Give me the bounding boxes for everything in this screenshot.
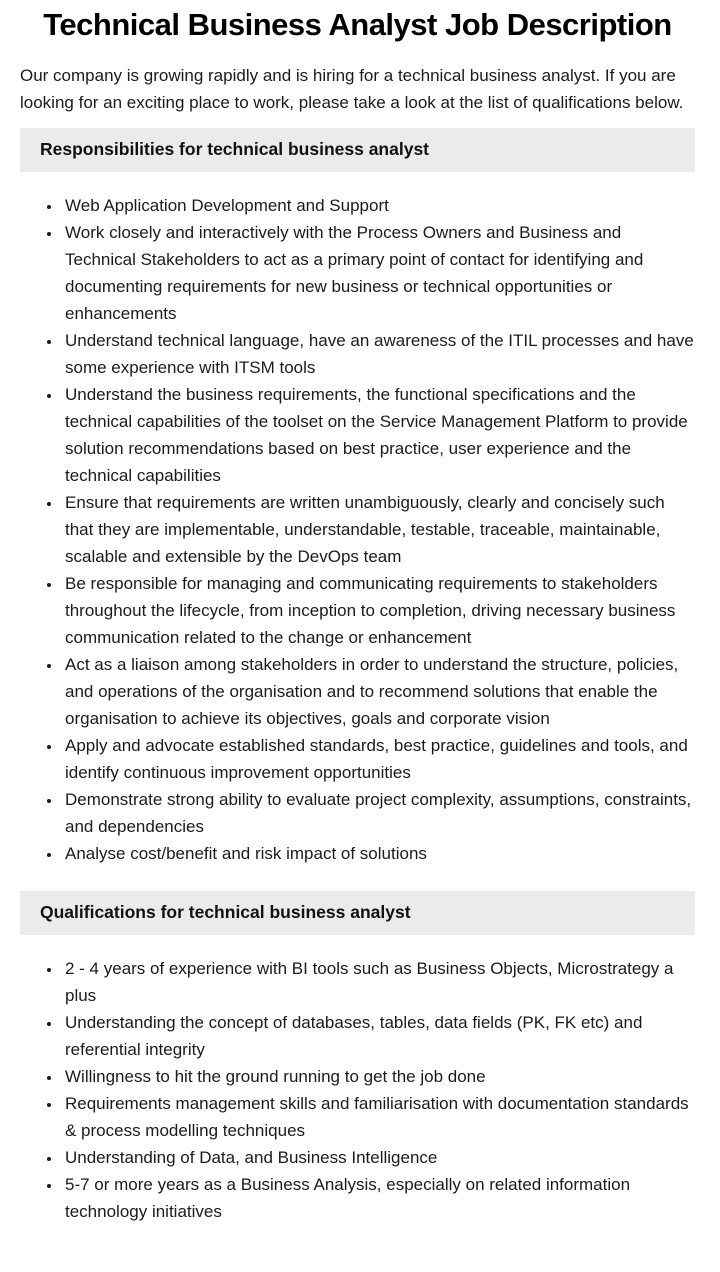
- section-bar-qualifications: [20, 891, 695, 935]
- list-item: • Willingness to hit the ground running to get the job done: [62, 1063, 695, 1090]
- page-title: Technical Business Analyst Job Description: [43, 7, 672, 42]
- list-item: • Requirements management skills and familiarisation with documentation standards & process modelling techniques: [62, 1090, 695, 1144]
- list-item: • Demonstrate strong ability to evaluate project complexity, assumptions, constraints, and dependencies: [62, 786, 695, 840]
- list-item: • Understand technical language, have an awareness of the ITIL processes and have some experience with ITSM tools: [62, 327, 695, 381]
- list-item: • Apply and advocate established standards, best practice, guidelines and tools, and identify continuous improvement opportunities: [62, 732, 695, 786]
- list-item: • Be responsible for managing and communicating requirements to stakeholders throughout the lifecycle, from inception to completion, driving necessary business communication related to the change or enhancement: [62, 570, 695, 651]
- list-item: • Act as a liaison among stakeholders in order to understand the structure, policies, and operations of the organisation and to recommend solutions that enable the organisation to achieve its objectives, goals and corporate vision: [62, 651, 695, 732]
- section-bar-responsibilities: [20, 128, 695, 172]
- list-item: • 2 - 4 years of experience with BI tools such as Business Objects, Microstrategy a plus: [62, 955, 695, 1009]
- list-item: • Understanding the concept of databases, tables, data fields (PK, FK etc) and referential integrity: [62, 1009, 695, 1063]
- list-item: • Understand the business requirements, the functional specifications and the technical capabilities of the toolset on the Service Management Platform to provide solution recommendations based on best practice, user experience and the technical capabilities: [62, 381, 695, 489]
- list-item: • Analyse cost/benefit and risk impact of solutions: [62, 840, 695, 867]
- list-item: • Work closely and interactively with the Process Owners and Business and Technical Stakeholders to act as a primary point of contact for identifying and documenting requirements for new business or technical opportunities or enhancements: [62, 219, 695, 327]
- list-item: • Web Application Development and Support: [62, 192, 695, 219]
- list-item: • Ensure that requirements are written unambiguously, clearly and concisely such that they are implementable, understandable, testable, traceable, maintainable, scalable and extensible by the DevOps team: [62, 489, 695, 570]
- intro-paragraph: Our company is growing rapidly and is hiring for a technical business analyst. If you are looking for an exciting place to work, please take a look at the list of qualifications below.: [20, 66, 684, 112]
- responsibilities-heading: Responsibilities for technical business analyst: [40, 139, 430, 159]
- list-item: • 5-7 or more years as a Business Analysis, especially on related information technology initiatives: [62, 1171, 695, 1225]
- list-item: • Understanding of Data, and Business Intelligence: [62, 1144, 695, 1171]
- qualifications-heading: Qualifications for technical business analyst: [40, 902, 411, 922]
- qualifications-list: [20, 955, 695, 1225]
- responsibilities-list: [20, 192, 695, 867]
